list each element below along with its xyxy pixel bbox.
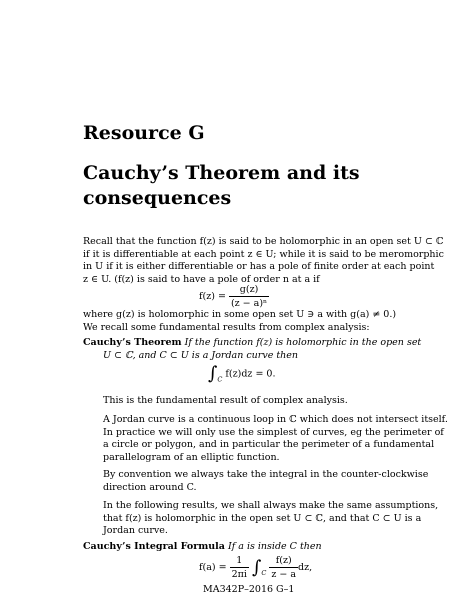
remark-fundamental: This is the fundamental result of complex analysis. <box>103 395 348 406</box>
chapter-title-line-2: consequences <box>83 187 232 209</box>
intro-line-2: if it is differentiable at each point z ∈ U; while it is said to be meromorphic <box>83 248 444 260</box>
integral-formula-title: Cauchy’s Integral Formula <box>83 541 225 552</box>
integrand-numerator: f(z) <box>269 555 298 568</box>
remark-assumptions <box>103 500 439 538</box>
convention-line-1: By convention we always take the integral in the counter-clockwise <box>103 469 429 480</box>
cauchy-theorem-line-2: U ⊂ ℂ, and C ⊂ U is a Jordan curve then <box>103 349 299 361</box>
constant-numerator: 1 <box>230 555 249 568</box>
assumptions-line-2: that f(z) is holomorphic in the open set U ⊂ ℂ, and that C ⊂ U is a <box>103 512 422 524</box>
pole-equation <box>199 284 269 309</box>
cauchy-theorem-statement <box>83 337 422 362</box>
intro-line-1: Recall that the function f(z) is said to be holomorphic in an open set U ⊂ ℂ <box>83 236 444 247</box>
integral-formula-condition: If a is inside C then <box>227 541 322 552</box>
pole-equation-numerator: g(z) <box>229 284 269 297</box>
integral-formula-lhs: f(a) = <box>199 562 227 573</box>
jordan-line-3: a circle or polygon, and in particular the perimeter of a fundamental <box>103 439 435 450</box>
page-footer: MA342P–2016 G–1 <box>203 584 295 595</box>
pole-equation-denominator: (z − a)ⁿ <box>230 298 268 309</box>
integral-contour-subscript: C <box>217 375 223 384</box>
intro-line-4: z ∈ U. (f(z) is said to have a pole of order n at a if <box>83 273 320 285</box>
convention-line-2: direction around C. <box>103 481 197 493</box>
constant-fraction <box>230 555 249 580</box>
jordan-line-1: A Jordan curve is a continuous loop in ℂ which does not intersect itself. <box>103 414 448 425</box>
assumptions-line-3: Jordan curve. <box>103 525 168 536</box>
integral-sign: ∫ <box>208 363 218 384</box>
remark-convention <box>103 469 429 494</box>
cauchy-theorem-integrand: f(z)dz = 0. <box>225 368 276 380</box>
pole-equation-lhs: f(z) = <box>199 291 226 302</box>
pole-equation-fraction <box>229 284 269 309</box>
jordan-line-4: parallelogram of an elliptic function. <box>103 451 280 463</box>
intro-line-3: in U if it is either differentiable or has a pole of finite order at each point <box>83 261 435 272</box>
resource-heading: Resource G <box>83 122 205 144</box>
integrand-fraction <box>269 555 298 580</box>
formula-integral-sign: ∫ <box>251 556 262 578</box>
after-equation-line-2: We recall some fundamental results from complex analysis: <box>83 321 370 333</box>
constant-denominator: 2πi <box>231 569 247 580</box>
remark-jordan-curve <box>103 414 448 464</box>
chapter-title-line-1: Cauchy’s Theorem and its <box>83 162 360 184</box>
after-equation-text <box>83 309 399 334</box>
integrand-denominator: z − a <box>271 569 297 580</box>
after-equation-line-1: where g(z) is holomorphic in some open set U ∋ a with g(a) ≠ 0.) <box>83 309 397 320</box>
cauchy-theorem-title: Cauchy’s Theorem <box>83 337 182 348</box>
cauchy-theorem-text-1: If the function f(z) is holomorphic in the open set <box>184 337 422 348</box>
integral-formula-equation <box>199 555 312 580</box>
cauchy-theorem-equation <box>208 365 276 384</box>
jordan-line-2: In practice we will only use the simplest of curves, eg the perimeter of <box>103 426 444 438</box>
formula-contour-subscript: C <box>261 569 267 577</box>
formula-tail: dz, <box>298 562 313 573</box>
assumptions-line-1: In the following results, we shall always make the same assumptions, <box>103 500 439 511</box>
chapter-title <box>83 161 413 211</box>
cauchy-theorem-line-1 <box>83 337 422 350</box>
integral-formula-statement <box>83 541 399 554</box>
intro-paragraph <box>83 236 444 286</box>
